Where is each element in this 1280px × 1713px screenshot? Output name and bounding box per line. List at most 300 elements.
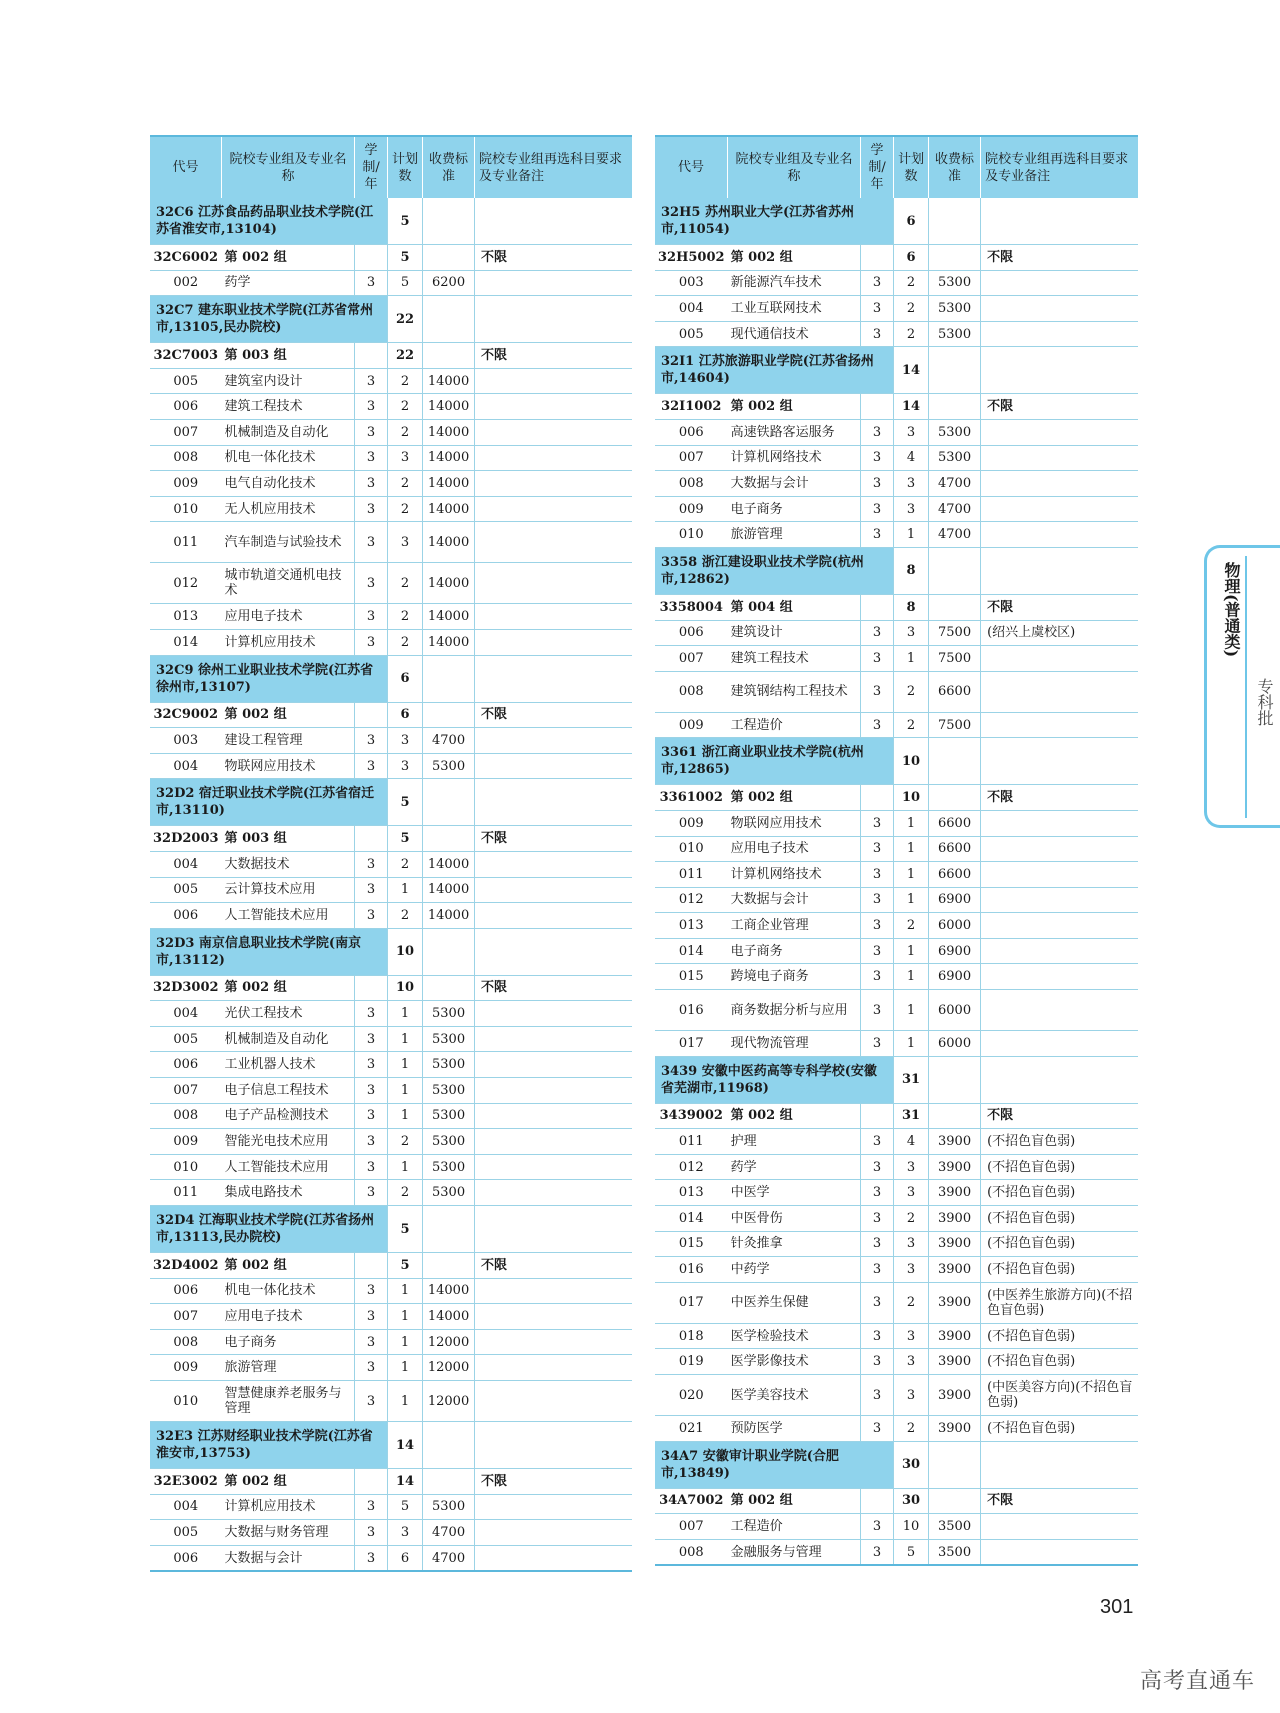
- major-row: [150, 1052, 632, 1078]
- major-row: [655, 1206, 1138, 1232]
- school-fee: [423, 1206, 475, 1253]
- group-row: [150, 826, 632, 852]
- major-fee: 4700: [929, 522, 981, 548]
- major-years: 3: [861, 1154, 894, 1180]
- major-code: 017: [655, 1031, 728, 1057]
- group-note: 不限: [475, 245, 632, 271]
- major-fee: 7500: [929, 620, 981, 646]
- school-plan: 14: [894, 347, 929, 394]
- major-plan: 3: [894, 1154, 929, 1180]
- group-plan: 10: [388, 975, 423, 1001]
- major-row: [655, 810, 1138, 836]
- major-years: 3: [355, 394, 388, 420]
- major-code: 006: [655, 620, 728, 646]
- major-fee: 5300: [423, 1180, 475, 1206]
- major-code: 012: [655, 1154, 728, 1180]
- major-note: (不招色盲色弱): [981, 1349, 1138, 1375]
- major-row: [655, 913, 1138, 939]
- header-fee: 收费标准: [423, 136, 475, 198]
- major-name: 医学检验技术: [728, 1323, 861, 1349]
- group-years: [861, 785, 894, 811]
- school-fee: [929, 738, 981, 785]
- group-fee: [423, 343, 475, 369]
- major-row: [655, 646, 1138, 672]
- major-code: 006: [655, 419, 728, 445]
- major-note: [475, 604, 632, 630]
- major-code: 004: [150, 1001, 222, 1027]
- major-code: 009: [655, 712, 728, 738]
- major-fee: 14000: [423, 394, 475, 420]
- major-name: 机械制造及自动化: [222, 1026, 355, 1052]
- major-fee: 5300: [929, 270, 981, 296]
- major-years: 3: [861, 810, 894, 836]
- major-fee: 14000: [423, 629, 475, 655]
- major-years: 3: [355, 604, 388, 630]
- major-plan: 1: [894, 522, 929, 548]
- school-row: [655, 738, 1138, 785]
- group-code: 32D4002: [150, 1253, 222, 1279]
- major-name: 中医养生保健: [728, 1282, 861, 1323]
- group-years: [355, 343, 388, 369]
- major-code: 011: [655, 862, 728, 888]
- major-name: 中药学: [728, 1257, 861, 1283]
- school-plan: 10: [894, 738, 929, 785]
- major-fee: 3900: [929, 1231, 981, 1257]
- major-row: [655, 1231, 1138, 1257]
- major-row: [150, 1494, 632, 1520]
- group-note: 不限: [981, 245, 1138, 271]
- major-fee: 6900: [929, 887, 981, 913]
- group-years: [861, 245, 894, 271]
- major-plan: 3: [894, 1180, 929, 1206]
- school-row: [655, 1056, 1138, 1103]
- major-years: 3: [861, 836, 894, 862]
- major-years: 3: [861, 913, 894, 939]
- major-code: 010: [150, 1381, 222, 1422]
- major-row: [150, 1078, 632, 1104]
- major-note: [475, 629, 632, 655]
- major-plan: 1: [388, 1026, 423, 1052]
- major-plan: 3: [894, 1323, 929, 1349]
- major-plan: 1: [388, 1381, 423, 1422]
- group-plan: 5: [388, 1253, 423, 1279]
- major-fee: 12000: [423, 1355, 475, 1381]
- major-name: 汽车制造与试验技术: [222, 522, 355, 563]
- major-fee: 3900: [929, 1282, 981, 1323]
- school-plan: 5: [388, 1206, 423, 1253]
- page-number: 301: [1100, 1596, 1134, 1618]
- major-row: [150, 522, 632, 563]
- major-name: 现代通信技术: [728, 321, 861, 347]
- major-plan: 1: [894, 938, 929, 964]
- school-name: 32C6 江苏食品药品职业技术学院(江苏省淮安市,13104): [150, 198, 388, 245]
- major-name: 建筑室内设计: [222, 368, 355, 394]
- major-code: 004: [655, 296, 728, 322]
- major-fee: 14000: [423, 445, 475, 471]
- major-name: 计算机网络技术: [728, 862, 861, 888]
- major-code: 008: [150, 1329, 222, 1355]
- major-note: [475, 1520, 632, 1546]
- major-row: [655, 296, 1138, 322]
- major-row: [150, 753, 632, 779]
- school-fee: [929, 1441, 981, 1488]
- major-plan: 2: [894, 712, 929, 738]
- major-plan: 2: [388, 394, 423, 420]
- group-note: 不限: [475, 1253, 632, 1279]
- school-plan: 31: [894, 1056, 929, 1103]
- major-name: 电子信息工程技术: [222, 1078, 355, 1104]
- major-row: [150, 445, 632, 471]
- major-plan: 1: [894, 964, 929, 990]
- major-plan: 4: [894, 1129, 929, 1155]
- major-name: 大数据技术: [222, 851, 355, 877]
- major-plan: 2: [388, 1129, 423, 1155]
- major-plan: 2: [388, 368, 423, 394]
- major-code: 015: [655, 964, 728, 990]
- major-note: [981, 671, 1138, 712]
- major-row: [150, 604, 632, 630]
- major-note: [981, 836, 1138, 862]
- major-plan: 2: [388, 629, 423, 655]
- major-row: [655, 671, 1138, 712]
- school-row: [150, 928, 632, 975]
- group-row: [150, 343, 632, 369]
- major-years: 3: [355, 1078, 388, 1104]
- major-row: [150, 1103, 632, 1129]
- major-row: [655, 712, 1138, 738]
- major-fee: 14000: [423, 1304, 475, 1330]
- major-row: [655, 1282, 1138, 1323]
- group-code: 3361002: [655, 785, 728, 811]
- major-code: 007: [655, 1514, 728, 1540]
- major-code: 009: [150, 1355, 222, 1381]
- major-fee: 14000: [423, 496, 475, 522]
- major-code: 021: [655, 1416, 728, 1442]
- major-note: [475, 1278, 632, 1304]
- major-name: 人工智能技术应用: [222, 1154, 355, 1180]
- header-note: 院校专业组再选科目要求及专业备注: [475, 136, 632, 198]
- major-note: [475, 1355, 632, 1381]
- major-code: 013: [655, 913, 728, 939]
- major-code: 014: [655, 938, 728, 964]
- major-plan: 3: [388, 522, 423, 563]
- major-note: [981, 712, 1138, 738]
- major-name: 光伏工程技术: [222, 1001, 355, 1027]
- major-fee: 4700: [423, 1520, 475, 1546]
- major-years: 3: [355, 419, 388, 445]
- major-code: 008: [655, 671, 728, 712]
- major-row: [655, 419, 1138, 445]
- school-name: 32D3 南京信息职业技术学院(南京市,13112): [150, 928, 388, 975]
- major-name: 应用电子技术: [728, 836, 861, 862]
- major-code: 007: [655, 445, 728, 471]
- school-plan: 22: [388, 296, 423, 343]
- school-name: 3439 安徽中医药高等专科学校(安徽省芜湖市,11968): [655, 1056, 894, 1103]
- major-years: 3: [861, 1323, 894, 1349]
- major-years: 3: [355, 368, 388, 394]
- major-name: 旅游管理: [222, 1355, 355, 1381]
- header-name: 院校专业组及专业名称: [728, 136, 861, 198]
- school-plan: 30: [894, 1441, 929, 1488]
- group-row: [655, 394, 1138, 420]
- major-name: 电气自动化技术: [222, 471, 355, 497]
- group-name: 第 002 组: [222, 702, 355, 728]
- major-name: 建筑钢结构工程技术: [728, 671, 861, 712]
- major-row: [655, 1031, 1138, 1057]
- group-code: 32I1002: [655, 394, 728, 420]
- major-name: 金融服务与管理: [728, 1539, 861, 1565]
- major-fee: 14000: [423, 604, 475, 630]
- group-plan: 31: [894, 1103, 929, 1129]
- major-fee: 5300: [929, 321, 981, 347]
- major-code: 006: [150, 394, 222, 420]
- major-name: 城市轨道交通机电技术: [222, 563, 355, 604]
- school-name: 34A7 安徽审计职业学院(合肥市,13849): [655, 1441, 894, 1488]
- major-name: 机械制造及自动化: [222, 419, 355, 445]
- major-note: [475, 753, 632, 779]
- major-years: 3: [355, 496, 388, 522]
- major-note: (中医美容方向)(不招色盲色弱): [981, 1375, 1138, 1416]
- major-plan: 1: [388, 1355, 423, 1381]
- major-plan: 2: [894, 1282, 929, 1323]
- major-code: 009: [150, 471, 222, 497]
- header-plan: 计划数: [388, 136, 423, 198]
- major-note: [981, 496, 1138, 522]
- school-name: 32D2 宿迁职业技术学院(江苏省宿迁市,13110): [150, 779, 388, 826]
- major-note: [475, 903, 632, 929]
- group-plan: 5: [388, 245, 423, 271]
- header-code: 代号: [150, 136, 222, 198]
- major-years: 3: [861, 321, 894, 347]
- major-note: [475, 1078, 632, 1104]
- school-note: [981, 547, 1138, 594]
- major-fee: 3500: [929, 1539, 981, 1565]
- major-name: 计算机应用技术: [222, 1494, 355, 1520]
- group-fee: [423, 1469, 475, 1495]
- major-note: (不招色盲色弱): [981, 1129, 1138, 1155]
- school-fee: [423, 1422, 475, 1469]
- major-fee: 6200: [423, 270, 475, 296]
- major-note: [475, 394, 632, 420]
- major-code: 018: [655, 1323, 728, 1349]
- group-fee: [929, 1103, 981, 1129]
- major-plan: 1: [388, 1304, 423, 1330]
- group-fee: [423, 826, 475, 852]
- school-note: [475, 655, 632, 702]
- major-fee: 3900: [929, 1416, 981, 1442]
- major-name: 医学美容技术: [728, 1375, 861, 1416]
- group-years: [355, 702, 388, 728]
- major-plan: 5: [894, 1539, 929, 1565]
- major-row: [150, 877, 632, 903]
- major-note: [981, 990, 1138, 1031]
- group-note: 不限: [475, 1469, 632, 1495]
- major-fee: 4700: [929, 496, 981, 522]
- major-note: [981, 887, 1138, 913]
- major-plan: 3: [894, 1257, 929, 1283]
- group-code: 34A7002: [655, 1488, 728, 1514]
- school-plan: 6: [388, 655, 423, 702]
- major-plan: 2: [388, 851, 423, 877]
- major-years: 3: [355, 1052, 388, 1078]
- major-name: 云计算技术应用: [222, 877, 355, 903]
- side-tab-batch: 专科批: [1255, 678, 1274, 726]
- major-years: 3: [355, 1001, 388, 1027]
- group-note: 不限: [981, 785, 1138, 811]
- major-fee: 5300: [423, 1001, 475, 1027]
- major-years: 3: [355, 753, 388, 779]
- school-plan: 6: [894, 198, 929, 245]
- major-fee: 5300: [423, 753, 475, 779]
- major-note: [981, 321, 1138, 347]
- header-years: 学制/年: [861, 136, 894, 198]
- major-years: 3: [355, 851, 388, 877]
- major-note: [475, 445, 632, 471]
- group-row: [150, 1253, 632, 1279]
- school-fee: [423, 928, 475, 975]
- major-note: [475, 1001, 632, 1027]
- major-code: 017: [655, 1282, 728, 1323]
- major-plan: 1: [388, 1052, 423, 1078]
- major-name: 人工智能技术应用: [222, 903, 355, 929]
- major-name: 电子商务: [222, 1329, 355, 1355]
- major-name: 电子产品检测技术: [222, 1103, 355, 1129]
- major-code: 011: [150, 522, 222, 563]
- group-years: [355, 1253, 388, 1279]
- major-row: [150, 1520, 632, 1546]
- major-plan: 10: [894, 1514, 929, 1540]
- major-fee: 14000: [423, 368, 475, 394]
- group-plan: 6: [388, 702, 423, 728]
- major-fee: 3900: [929, 1180, 981, 1206]
- major-row: [655, 321, 1138, 347]
- major-note: [981, 646, 1138, 672]
- major-note: [981, 1539, 1138, 1565]
- major-code: 003: [150, 728, 222, 754]
- major-note: [475, 496, 632, 522]
- school-name: 32C7 建东职业技术学院(江苏省常州市,13105,民办院校): [150, 296, 388, 343]
- major-code: 007: [150, 419, 222, 445]
- major-code: 008: [150, 445, 222, 471]
- school-name: 3358 浙江建设职业技术学院(杭州市,12862): [655, 547, 894, 594]
- major-note: (不招色盲色弱): [981, 1231, 1138, 1257]
- major-plan: 3: [894, 620, 929, 646]
- major-plan: 2: [388, 496, 423, 522]
- major-code: 004: [150, 1494, 222, 1520]
- major-note: [475, 1052, 632, 1078]
- major-fee: 7500: [929, 712, 981, 738]
- group-row: [150, 702, 632, 728]
- major-name: 工业互联网技术: [728, 296, 861, 322]
- major-name: 计算机网络技术: [728, 445, 861, 471]
- major-name: 电子商务: [728, 938, 861, 964]
- major-code: 007: [655, 646, 728, 672]
- side-tab-divider: [1245, 556, 1247, 818]
- major-years: 3: [355, 471, 388, 497]
- major-note: [981, 270, 1138, 296]
- major-years: 3: [355, 270, 388, 296]
- major-row: [655, 990, 1138, 1031]
- major-plan: 1: [388, 1078, 423, 1104]
- major-name: 新能源汽车技术: [728, 270, 861, 296]
- group-plan: 14: [388, 1469, 423, 1495]
- major-row: [150, 1329, 632, 1355]
- group-fee: [423, 975, 475, 1001]
- school-row: [655, 347, 1138, 394]
- group-name: 第 002 组: [222, 1253, 355, 1279]
- major-code: 003: [655, 270, 728, 296]
- major-fee: 14000: [423, 1278, 475, 1304]
- group-fee: [929, 594, 981, 620]
- major-years: 3: [861, 471, 894, 497]
- major-note: [981, 522, 1138, 548]
- major-row: [655, 964, 1138, 990]
- major-note: (不招色盲色弱): [981, 1323, 1138, 1349]
- major-row: [655, 496, 1138, 522]
- major-note: [475, 1545, 632, 1571]
- major-code: 005: [150, 1026, 222, 1052]
- major-name: 机电一体化技术: [222, 445, 355, 471]
- school-note: [475, 928, 632, 975]
- major-code: 019: [655, 1349, 728, 1375]
- school-note: [475, 1206, 632, 1253]
- group-plan: 8: [894, 594, 929, 620]
- group-code: 32E3002: [150, 1469, 222, 1495]
- major-name: 商务数据分析与应用: [728, 990, 861, 1031]
- major-fee: 5300: [423, 1154, 475, 1180]
- school-row: [150, 1422, 632, 1469]
- group-name: 第 004 组: [728, 594, 861, 620]
- group-fee: [929, 394, 981, 420]
- major-name: 旅游管理: [728, 522, 861, 548]
- school-note: [981, 738, 1138, 785]
- group-fee: [423, 1253, 475, 1279]
- major-name: 预防医学: [728, 1416, 861, 1442]
- major-note: (不招色盲色弱): [981, 1206, 1138, 1232]
- major-years: 3: [355, 563, 388, 604]
- major-code: 002: [150, 270, 222, 296]
- major-years: 3: [861, 862, 894, 888]
- major-plan: 2: [388, 1180, 423, 1206]
- major-years: 3: [355, 1026, 388, 1052]
- major-plan: 1: [388, 1278, 423, 1304]
- major-plan: 3: [894, 1231, 929, 1257]
- group-row: [655, 594, 1138, 620]
- group-code: 32C9002: [150, 702, 222, 728]
- group-code: 3439002: [655, 1103, 728, 1129]
- major-row: [150, 1001, 632, 1027]
- watermark-text: 高考直通车: [1140, 1669, 1256, 1694]
- school-row: [655, 1441, 1138, 1488]
- major-fee: 14000: [423, 563, 475, 604]
- major-years: 3: [861, 887, 894, 913]
- major-note: [981, 862, 1138, 888]
- group-years: [355, 1469, 388, 1495]
- major-note: [475, 270, 632, 296]
- school-note: [981, 1441, 1138, 1488]
- major-fee: 3900: [929, 1375, 981, 1416]
- major-code: 005: [655, 321, 728, 347]
- major-plan: 1: [894, 862, 929, 888]
- group-plan: 6: [894, 245, 929, 271]
- major-years: 3: [861, 1180, 894, 1206]
- major-row: [655, 1180, 1138, 1206]
- major-note: (中医养生旅游方向)(不招色盲色弱): [981, 1282, 1138, 1323]
- major-plan: 3: [894, 1375, 929, 1416]
- group-note: 不限: [981, 394, 1138, 420]
- major-years: 3: [861, 1129, 894, 1155]
- group-years: [861, 394, 894, 420]
